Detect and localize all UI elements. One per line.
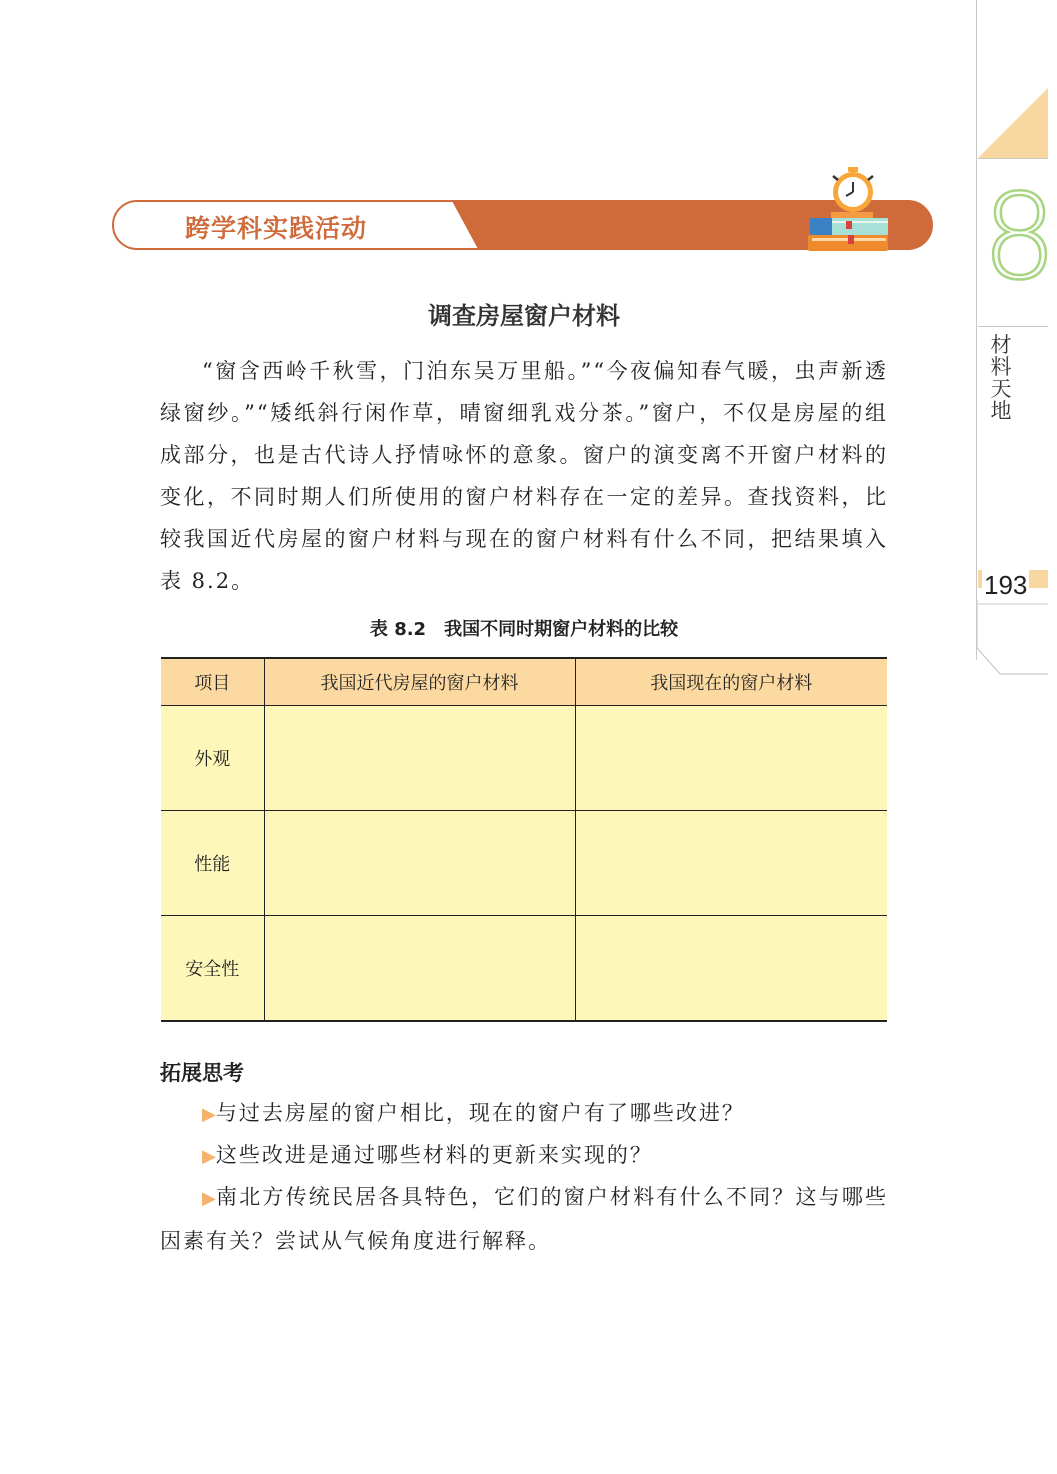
- triangle-bullet-icon: ▶: [202, 1104, 216, 1125]
- table-caption: 表 8.2 我国不同时期窗户材料的比较: [369, 619, 679, 640]
- triangle-bullet-icon: ▶: [202, 1188, 217, 1209]
- comparison-table: [161, 657, 887, 1022]
- table-header-present: 我国现在的窗户材料: [575, 658, 887, 706]
- answer-cell[interactable]: [264, 706, 575, 811]
- chapter-title: 材料天地: [990, 333, 1012, 423]
- answer-cell[interactable]: [264, 811, 575, 916]
- row-label: 性能: [161, 811, 264, 916]
- page-number: 193: [984, 570, 1028, 600]
- table-header-item: 项目: [161, 658, 264, 706]
- extension-title: 拓展思考: [160, 1061, 244, 1085]
- row-label: 安全性: [161, 916, 264, 1022]
- answer-cell[interactable]: [264, 916, 575, 1022]
- side-tab-corner-triangle: [978, 88, 1048, 160]
- answer-cell[interactable]: [575, 706, 887, 811]
- chapter-number: 8: [982, 168, 1057, 306]
- answer-cell[interactable]: [575, 811, 887, 916]
- answer-cell[interactable]: [575, 916, 887, 1022]
- row-label: 外观: [161, 706, 264, 811]
- activity-title: 调查房屋窗户材料: [428, 302, 620, 330]
- extension-question: ▶与过去房屋的窗户相比，现在的窗户有了哪些改进？: [202, 1101, 745, 1125]
- clock-and-books-icon: [806, 165, 898, 255]
- extension-question: ▶这些改进是通过哪些材料的更新来实现的？: [202, 1143, 653, 1167]
- banner-label: 跨学科实践活动: [185, 214, 368, 243]
- table-header-modern-era: 我国近代房屋的窗户材料: [264, 658, 575, 706]
- intro-paragraph: “窗含西岭千秋雪，门泊东吴万里船。”“今夜偏知春气暖，虫声新透绿窗纱。”“矮纸斜行闲作草，晴窗细乳戏分茶。”窗户，不仅是房屋的组成部分，也是古代诗人抒情咏怀的意象。窗户的演变离不开窗户材料的变化，不同时期人们所使用的窗户材料存在一定的差异。查找资料，比较我国近代房屋的窗户材料与现在的窗户材料有什么不同，把结果填入表 8.2。: [160, 359, 888, 593]
- side-tab-divider: [978, 158, 1048, 159]
- table-row: [161, 706, 887, 811]
- table-row: [161, 811, 887, 916]
- triangle-bullet-icon: ▶: [202, 1146, 216, 1167]
- table-header-row: [161, 658, 887, 706]
- extension-question: ▶南北方传统民居各具特色，它们的窗户材料有什么不同？这与哪些因素有关？尝试从气候角度进行解释。: [160, 1185, 889, 1253]
- table-row: [161, 916, 887, 1022]
